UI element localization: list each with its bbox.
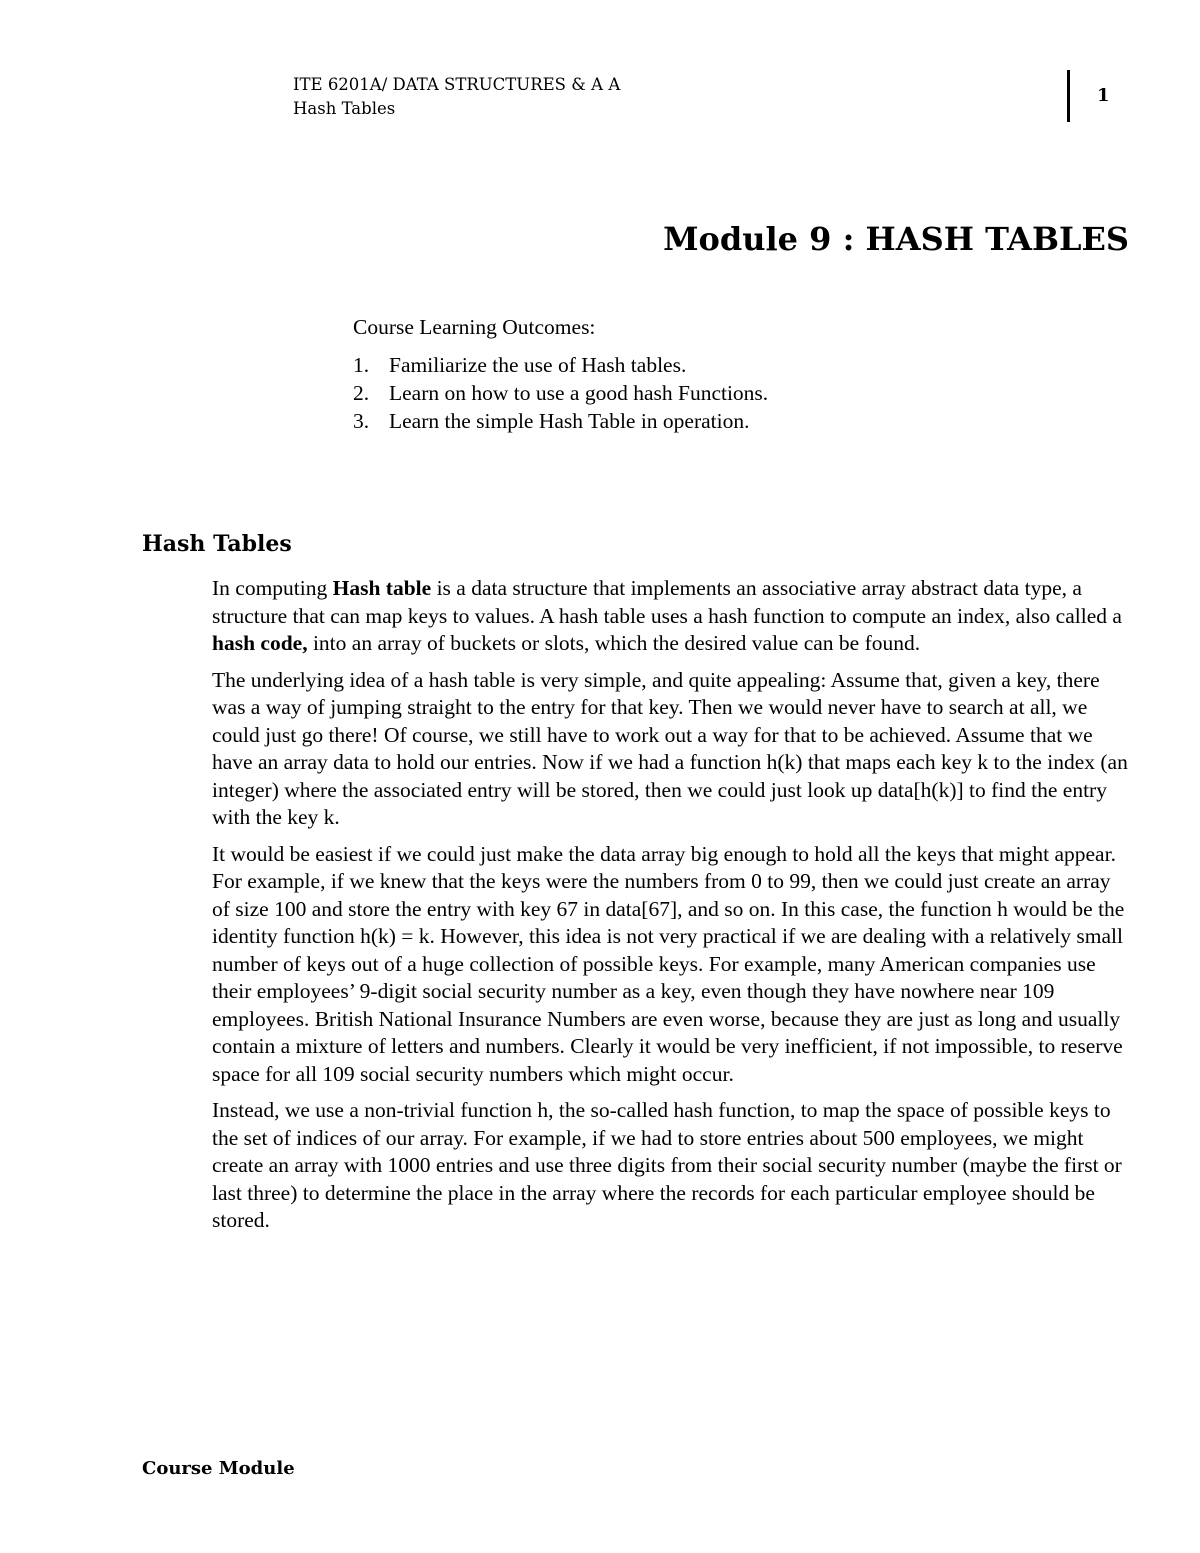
term-hash-table: Hash table bbox=[332, 576, 432, 600]
list-item-text: Learn the simple Hash Table in operation. bbox=[389, 409, 750, 433]
paragraph-text: into an array of buckets or slots, which the desired value can be found. bbox=[307, 631, 921, 655]
list-item-number: 1. bbox=[353, 353, 370, 377]
list-item-number: 2. bbox=[353, 381, 370, 405]
paragraph-definition bbox=[212, 575, 1130, 658]
list-item-number: 3. bbox=[353, 409, 370, 433]
header-topic: Hash Tables bbox=[293, 99, 396, 118]
term-hash-code: hash code, bbox=[212, 631, 308, 655]
list-item bbox=[353, 407, 768, 435]
paragraph-text: In computing bbox=[212, 576, 333, 600]
paragraph-underlying-idea: The underlying idea of a hash table is very simple, and quite appealing: Assume that, given a key, there was a way of jumping straight to the entry for that key. Then we would never have to search at all, we could just go there! Of course, we still have to work out a way for that to be achieved. Assume that we have an array data to hold our entries. Now if we had a function h(k) that maps each key k to the index (an integer) where the associated entry will be stored, then we could just look up data[h(k)] to find the entry with the key k. bbox=[212, 667, 1128, 829]
page-header bbox=[293, 73, 620, 121]
course-code: ITE 6201A/ DATA STRUCTURES & A A bbox=[293, 75, 621, 94]
page-number: 1 bbox=[1097, 85, 1110, 106]
paragraph-text: is a data structure that implements an associative array abstract data type, a structure that can map keys to values. A hash table uses a hash function to compute an index, also called a bbox=[212, 576, 1122, 628]
outcomes-label: Course Learning Outcomes: bbox=[353, 315, 596, 339]
learning-outcomes bbox=[353, 313, 768, 435]
paragraph-hash-function: Instead, we use a non-trivial function h, the so-called hash function, to map the space of possible keys to the set of indices of our array. For example, if we had to store entries about 500 employees, we might create an array with 1000 entries and use three digits from their social security number (maybe the first or last three) to determine the place in the array where the records for each particular employee should be stored. bbox=[212, 1098, 1122, 1232]
list-item-text: Familiarize the use of Hash tables. bbox=[389, 353, 687, 377]
list-item bbox=[353, 379, 768, 407]
section-heading: Hash Tables bbox=[142, 531, 292, 557]
paragraph-direct-addressing: It would be easiest if we could just make the data array big enough to hold all the keys that might appear. For example, if we knew that the keys were the numbers from 0 to 99, then we could just create an array of size 100 and store the entry with key 67 in data[67], and so on. In this case, the function h would be the identity function h(k) = k. However, this idea is not very practical if we are dealing with a relatively small number of keys out of a huge collection of possible keys. For example, many American companies use their employees’ 9-digit social security number as a key, even though they have nowhere near 109 employees. British National Insurance Numbers are even worse, because they are just as long and usually contain a mixture of letters and numbers. Clearly it would be very inefficient, if not impossible, to reserve space for all 109 social security numbers which might occur. bbox=[212, 841, 1125, 1086]
section-body bbox=[212, 575, 1130, 1244]
page-footer: Course Module bbox=[142, 1458, 295, 1479]
list-item-text: Learn on how to use a good hash Functions. bbox=[389, 381, 769, 405]
header-divider bbox=[1067, 70, 1070, 122]
page-title: Module 9 : HASH TABLES bbox=[663, 220, 1129, 258]
list-item bbox=[353, 351, 768, 379]
outcomes-list bbox=[353, 351, 768, 435]
